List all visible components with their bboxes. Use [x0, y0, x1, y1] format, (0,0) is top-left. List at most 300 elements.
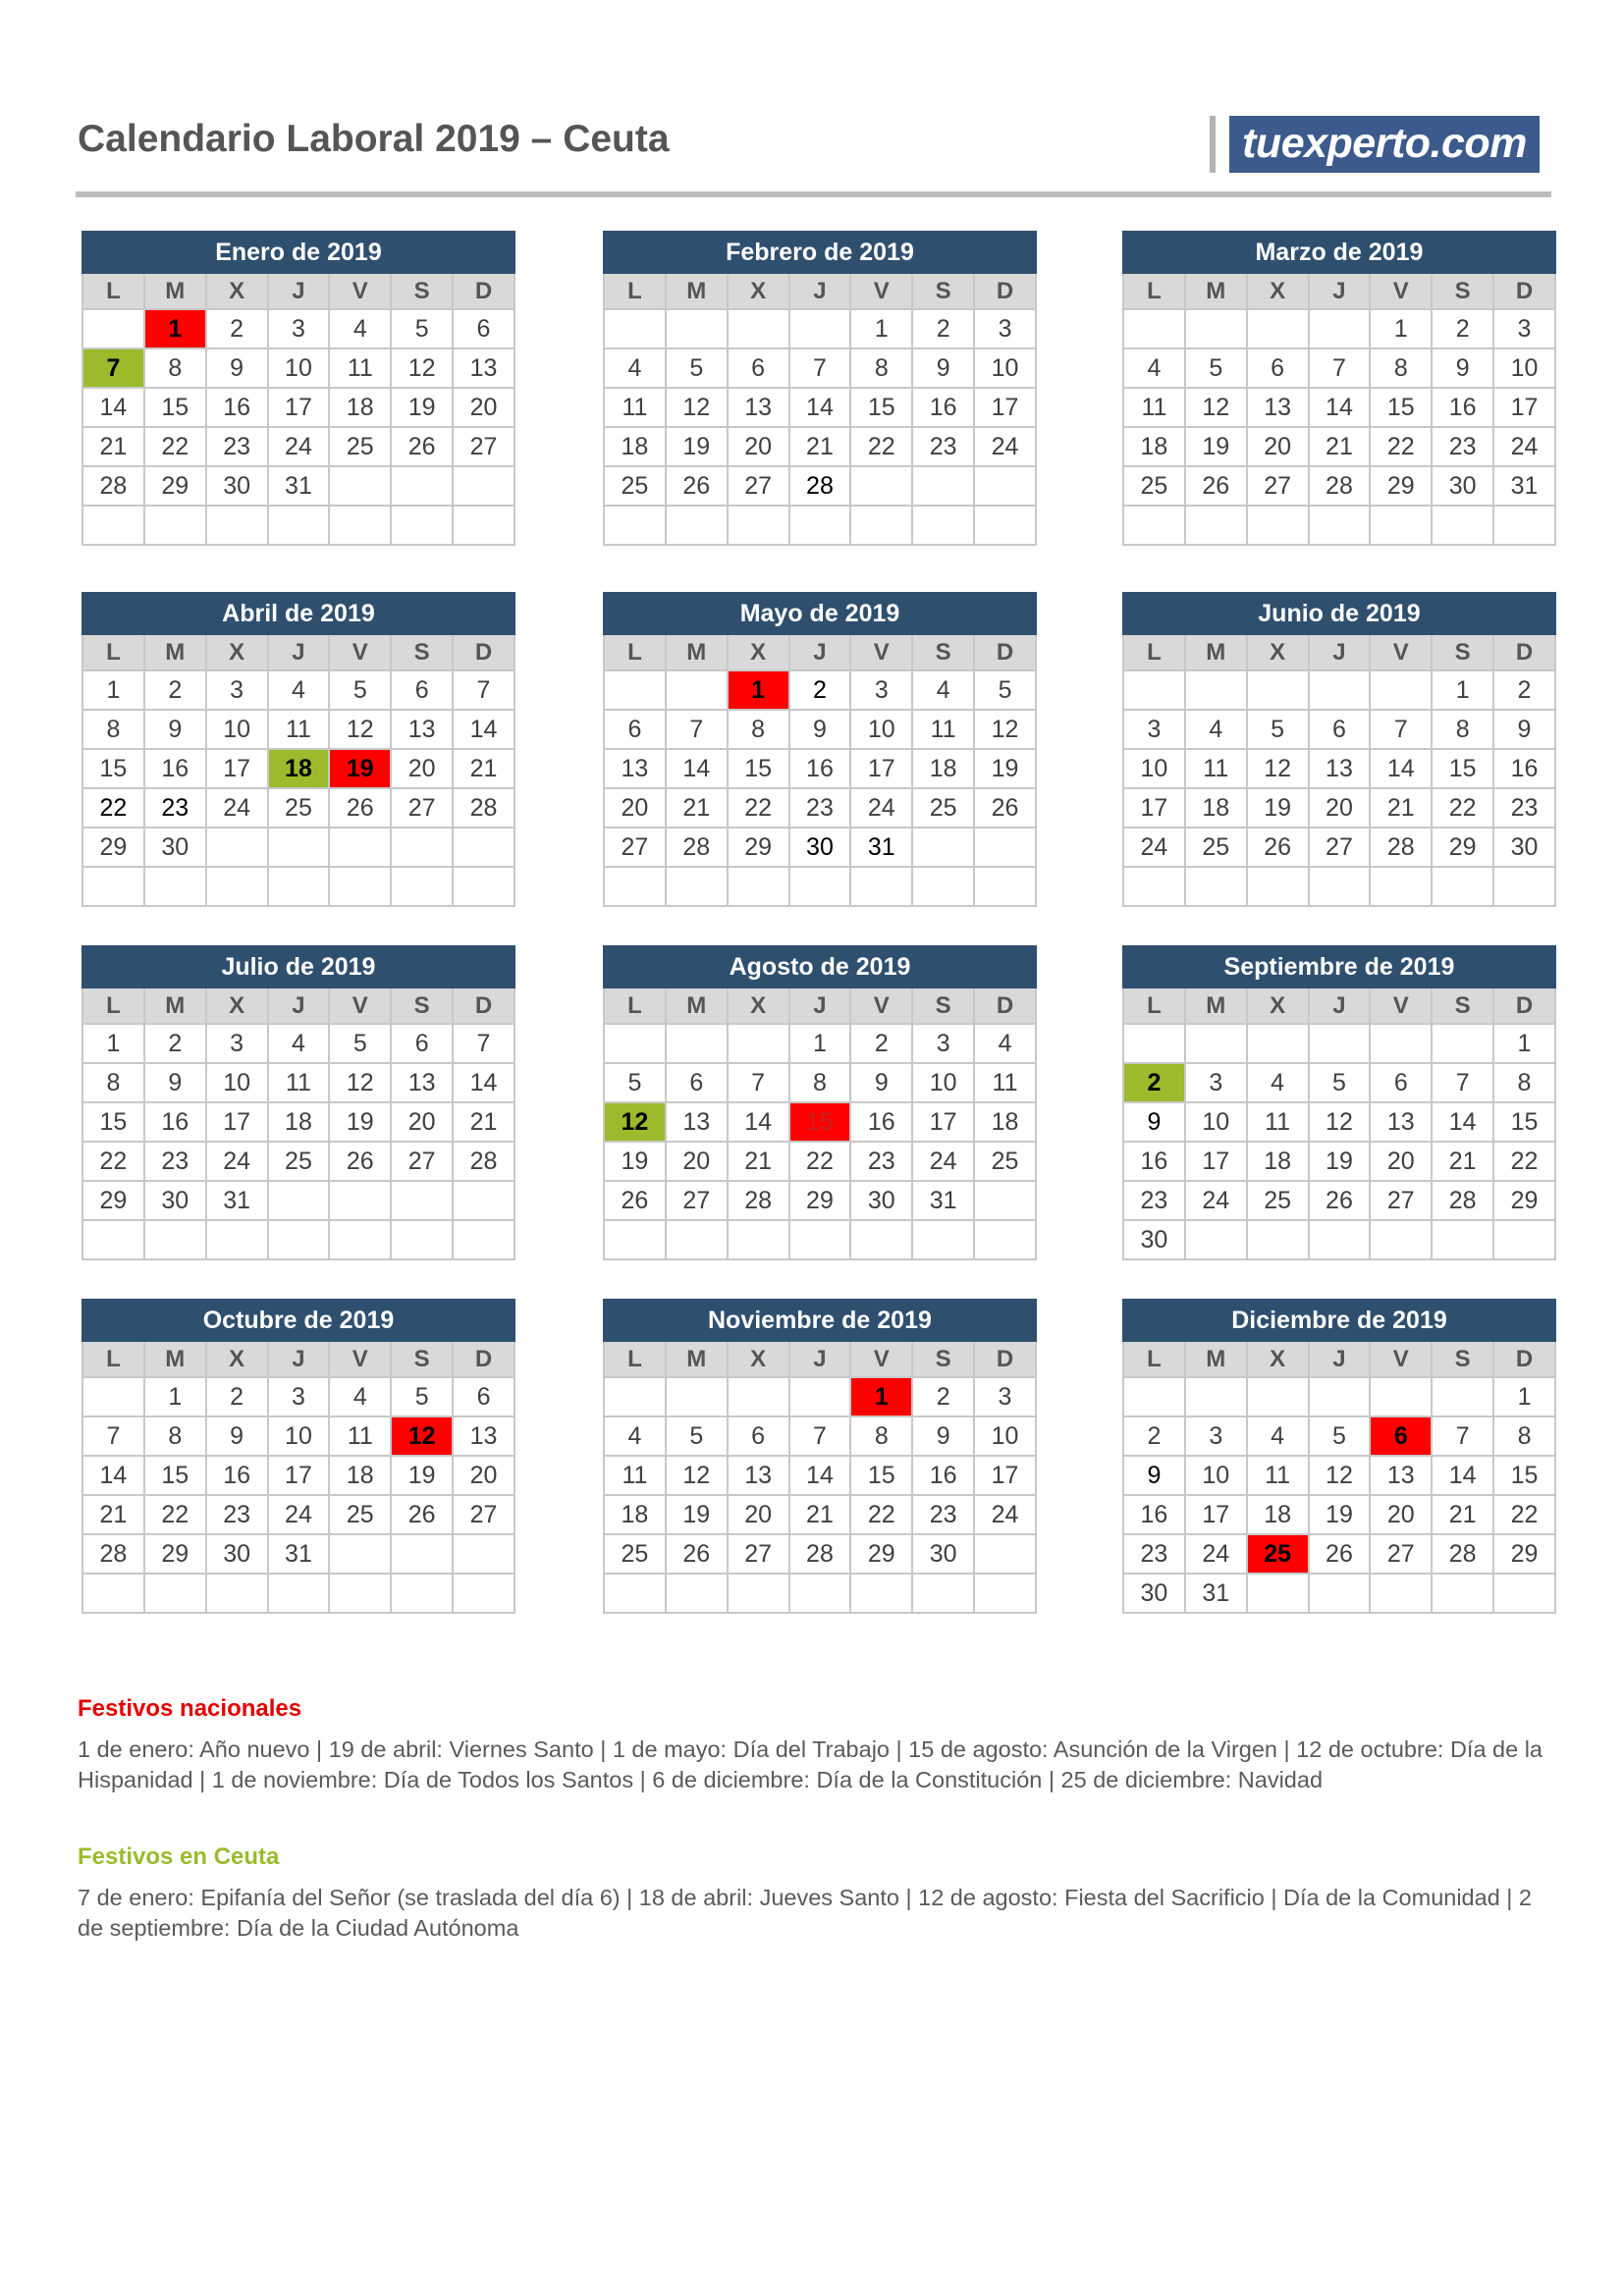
- day-cell: [1123, 670, 1185, 710]
- day-cell: 9: [144, 1063, 206, 1102]
- day-cell: 17: [1185, 1142, 1247, 1181]
- month-calendar: [1122, 231, 1556, 546]
- day-cell: 6: [453, 1377, 514, 1416]
- day-cell: 2: [1493, 670, 1555, 710]
- day-cell: 4: [329, 1377, 391, 1416]
- day-cell: 19: [329, 1102, 391, 1142]
- day-cell: 17: [268, 1456, 330, 1495]
- day-cell: [82, 1574, 144, 1613]
- day-cell: 16: [1123, 1495, 1185, 1534]
- weekday-label: M: [666, 1341, 728, 1377]
- day-cell: 24: [912, 1142, 974, 1181]
- day-cell: [268, 506, 330, 545]
- month-title: Diciembre de 2019: [1123, 1300, 1555, 1341]
- day-cell: 27: [1370, 1181, 1432, 1220]
- day-cell: 27: [1370, 1534, 1432, 1574]
- day-cell: [728, 1024, 789, 1063]
- day-cell: 10: [1493, 348, 1555, 388]
- day-cell: 23: [206, 1495, 268, 1534]
- day-cell: [1185, 1024, 1247, 1063]
- day-cell: 4: [1247, 1416, 1309, 1456]
- day-cell: 11: [329, 1416, 391, 1456]
- day-cell: 13: [1370, 1456, 1432, 1495]
- day-cell: [1370, 867, 1432, 906]
- day-cell: 20: [604, 788, 666, 828]
- day-cell: 10: [912, 1063, 974, 1102]
- day-cell: 10: [1185, 1102, 1247, 1142]
- day-cell: 31: [1185, 1574, 1247, 1613]
- day-cell: 26: [1309, 1181, 1371, 1220]
- day-cell: 18: [604, 427, 666, 466]
- day-cell: [1370, 1024, 1432, 1063]
- day-cell: [1309, 1024, 1371, 1063]
- weekday-label: M: [1185, 988, 1247, 1024]
- day-cell: [1493, 867, 1555, 906]
- weekday-label: L: [82, 634, 144, 670]
- weekday-label: X: [728, 273, 789, 309]
- day-cell: 18: [1123, 427, 1185, 466]
- day-cell: 18: [604, 1495, 666, 1534]
- weekday-label: L: [604, 1341, 666, 1377]
- day-cell: [666, 1024, 728, 1063]
- weekday-label: V: [1370, 1341, 1432, 1377]
- day-cell: [1493, 1220, 1555, 1259]
- local-holidays-heading: Festivos en Ceuta: [78, 1843, 280, 1870]
- day-cell: 20: [453, 1456, 514, 1495]
- day-cell: [604, 1024, 666, 1063]
- day-cell: 8: [1493, 1416, 1555, 1456]
- day-cell: 8: [1432, 710, 1493, 749]
- day-cell: 29: [1370, 466, 1432, 506]
- day-cell: 19: [974, 749, 1036, 788]
- day-cell: 2: [850, 1024, 912, 1063]
- weekday-label: X: [206, 1341, 268, 1377]
- day-cell: 12: [391, 348, 453, 388]
- day-cell: 27: [604, 828, 666, 867]
- day-cell: [329, 506, 391, 545]
- day-cell: 23: [1123, 1181, 1185, 1220]
- day-cell: 26: [1185, 466, 1247, 506]
- day-cell: 11: [1185, 749, 1247, 788]
- day-cell: [1309, 670, 1371, 710]
- day-cell: [974, 828, 1036, 867]
- month-calendar: [603, 592, 1037, 907]
- day-cell: 4: [1123, 348, 1185, 388]
- day-cell: 14: [1370, 749, 1432, 788]
- day-cell: 30: [206, 466, 268, 506]
- day-cell: 4: [329, 309, 391, 348]
- day-cell: 3: [268, 1377, 330, 1416]
- day-cell: 5: [1309, 1416, 1371, 1456]
- day-cell: 3: [206, 1024, 268, 1063]
- day-cell: 7: [789, 348, 851, 388]
- day-cell: 24: [268, 427, 330, 466]
- day-cell: 23: [144, 788, 206, 828]
- day-cell: 17: [974, 1456, 1036, 1495]
- day-cell: 7: [1309, 348, 1371, 388]
- day-cell: 2: [912, 309, 974, 348]
- day-cell: 25: [604, 1534, 666, 1574]
- day-cell: 2: [1123, 1063, 1185, 1102]
- day-cell: 5: [1185, 348, 1247, 388]
- day-cell: [206, 828, 268, 867]
- logo-divider: [1210, 116, 1216, 173]
- day-cell: 2: [912, 1377, 974, 1416]
- day-cell: [268, 1181, 330, 1220]
- day-cell: 25: [268, 1142, 330, 1181]
- day-cell: 14: [789, 388, 851, 427]
- day-cell: 13: [1309, 749, 1371, 788]
- day-cell: 30: [144, 828, 206, 867]
- weekday-label: J: [1309, 634, 1371, 670]
- day-cell: [329, 1574, 391, 1613]
- day-cell: 29: [82, 828, 144, 867]
- day-cell: [1493, 1574, 1555, 1613]
- day-cell: 5: [666, 348, 728, 388]
- weekday-label: S: [912, 273, 974, 309]
- day-cell: 10: [206, 710, 268, 749]
- day-cell: 14: [666, 749, 728, 788]
- day-cell: 6: [1309, 710, 1371, 749]
- weekday-label: J: [268, 634, 330, 670]
- day-cell: 19: [666, 427, 728, 466]
- weekday-label: X: [1247, 988, 1309, 1024]
- weekday-label: M: [1185, 1341, 1247, 1377]
- day-cell: [1370, 506, 1432, 545]
- local-holidays-text: 7 de enero: Epifanía del Señor (se traslada del día 6) | 18 de abril: Jueves Santo | 12 de agosto: Fiesta del Sacrificio | Día de la Comunidad | 2 de septiembre: Día de la Ciudad Autónoma: [78, 1885, 1532, 1941]
- day-cell: 25: [329, 1495, 391, 1534]
- day-cell: 23: [850, 1142, 912, 1181]
- day-cell: 5: [1247, 710, 1309, 749]
- month-title: Junio de 2019: [1123, 593, 1555, 634]
- day-cell: 1: [1493, 1377, 1555, 1416]
- day-cell: 27: [1309, 828, 1371, 867]
- day-cell: 22: [1370, 427, 1432, 466]
- day-cell: [604, 1574, 666, 1613]
- day-cell: 12: [1247, 749, 1309, 788]
- month-title: Septiembre de 2019: [1123, 946, 1555, 988]
- day-cell: 2: [789, 670, 851, 710]
- weekday-label: S: [391, 1341, 453, 1377]
- day-cell: [604, 1377, 666, 1416]
- day-cell: [728, 309, 789, 348]
- day-cell: 19: [604, 1142, 666, 1181]
- month-calendar: [1122, 1299, 1556, 1614]
- day-cell: 23: [912, 427, 974, 466]
- day-cell: 28: [1370, 828, 1432, 867]
- day-cell: [329, 466, 391, 506]
- day-cell: [974, 1181, 1036, 1220]
- day-cell: 2: [206, 1377, 268, 1416]
- day-cell: 8: [82, 1063, 144, 1102]
- day-cell: 14: [82, 1456, 144, 1495]
- day-cell: 25: [974, 1142, 1036, 1181]
- weekday-label: X: [206, 273, 268, 309]
- day-cell: 11: [1247, 1456, 1309, 1495]
- day-cell: [329, 1220, 391, 1259]
- day-cell: 24: [1185, 1181, 1247, 1220]
- day-cell: 10: [974, 1416, 1036, 1456]
- weekday-label: V: [1370, 988, 1432, 1024]
- day-cell: 7: [82, 348, 144, 388]
- day-cell: 6: [453, 309, 514, 348]
- weekday-label: J: [1309, 273, 1371, 309]
- day-cell: 5: [391, 1377, 453, 1416]
- day-cell: 25: [1185, 828, 1247, 867]
- day-cell: 15: [850, 1456, 912, 1495]
- day-cell: 27: [666, 1181, 728, 1220]
- day-cell: 17: [1123, 788, 1185, 828]
- day-cell: 9: [850, 1063, 912, 1102]
- day-cell: 18: [268, 749, 330, 788]
- month-title: Febrero de 2019: [604, 232, 1036, 273]
- day-cell: 21: [1432, 1142, 1493, 1181]
- day-cell: 23: [789, 788, 851, 828]
- day-cell: [144, 506, 206, 545]
- day-cell: 26: [974, 788, 1036, 828]
- day-cell: [206, 867, 268, 906]
- day-cell: [1123, 309, 1185, 348]
- weekday-label: D: [974, 634, 1036, 670]
- day-cell: 10: [268, 348, 330, 388]
- day-cell: 17: [974, 388, 1036, 427]
- weekday-label: X: [1247, 273, 1309, 309]
- day-cell: 16: [912, 1456, 974, 1495]
- day-cell: 1: [1493, 1024, 1555, 1063]
- weekday-label: J: [789, 988, 851, 1024]
- day-cell: 13: [1370, 1102, 1432, 1142]
- day-cell: 9: [912, 1416, 974, 1456]
- day-cell: 29: [82, 1181, 144, 1220]
- day-cell: 12: [666, 388, 728, 427]
- day-cell: 19: [1247, 788, 1309, 828]
- day-cell: 23: [1493, 788, 1555, 828]
- day-cell: [206, 1220, 268, 1259]
- day-cell: 26: [329, 788, 391, 828]
- day-cell: 22: [789, 1142, 851, 1181]
- month-calendar: [603, 945, 1037, 1260]
- day-cell: 30: [1123, 1220, 1185, 1259]
- day-cell: [391, 1574, 453, 1613]
- month-calendar: [1122, 592, 1556, 907]
- day-cell: [329, 1181, 391, 1220]
- day-cell: 11: [329, 348, 391, 388]
- day-cell: 16: [144, 749, 206, 788]
- day-cell: 28: [1432, 1181, 1493, 1220]
- day-cell: 17: [850, 749, 912, 788]
- month-calendar: [81, 231, 515, 546]
- day-cell: 22: [82, 788, 144, 828]
- day-cell: [1123, 867, 1185, 906]
- day-cell: 16: [1432, 388, 1493, 427]
- weekday-label: J: [1309, 988, 1371, 1024]
- day-cell: [1247, 1220, 1309, 1259]
- day-cell: 30: [1123, 1574, 1185, 1613]
- day-cell: 4: [912, 670, 974, 710]
- day-cell: 2: [1432, 309, 1493, 348]
- day-cell: 27: [728, 1534, 789, 1574]
- day-cell: 3: [206, 670, 268, 710]
- month-title: Marzo de 2019: [1123, 232, 1555, 273]
- day-cell: [604, 1220, 666, 1259]
- day-cell: 28: [666, 828, 728, 867]
- day-cell: 29: [850, 1534, 912, 1574]
- day-cell: 19: [1185, 427, 1247, 466]
- day-cell: 25: [1123, 466, 1185, 506]
- day-cell: [666, 867, 728, 906]
- day-cell: 6: [391, 1024, 453, 1063]
- day-cell: 6: [728, 1416, 789, 1456]
- day-cell: [329, 1534, 391, 1574]
- day-cell: 22: [850, 427, 912, 466]
- day-cell: 20: [728, 427, 789, 466]
- day-cell: [1247, 506, 1309, 545]
- day-cell: 13: [604, 749, 666, 788]
- weekday-label: M: [666, 273, 728, 309]
- day-cell: 31: [850, 828, 912, 867]
- day-cell: [144, 1220, 206, 1259]
- weekday-label: L: [1123, 634, 1185, 670]
- day-cell: [1370, 1220, 1432, 1259]
- day-cell: [974, 466, 1036, 506]
- day-cell: 2: [206, 309, 268, 348]
- day-cell: [82, 1377, 144, 1416]
- day-cell: 23: [1432, 427, 1493, 466]
- day-cell: 20: [391, 1102, 453, 1142]
- day-cell: 8: [144, 1416, 206, 1456]
- day-cell: 7: [82, 1416, 144, 1456]
- month-title: Octubre de 2019: [82, 1300, 514, 1341]
- weekday-label: L: [1123, 988, 1185, 1024]
- day-cell: 27: [728, 466, 789, 506]
- day-cell: 27: [453, 427, 514, 466]
- day-cell: [144, 1574, 206, 1613]
- day-cell: 7: [453, 670, 514, 710]
- day-cell: 12: [1185, 388, 1247, 427]
- day-cell: 18: [268, 1102, 330, 1142]
- day-cell: 31: [912, 1181, 974, 1220]
- day-cell: [1432, 867, 1493, 906]
- day-cell: 22: [144, 1495, 206, 1534]
- month-calendar: [603, 231, 1037, 546]
- day-cell: 28: [453, 1142, 514, 1181]
- day-cell: [912, 1220, 974, 1259]
- day-cell: [912, 506, 974, 545]
- day-cell: 1: [1432, 670, 1493, 710]
- day-cell: 28: [728, 1181, 789, 1220]
- day-cell: 22: [850, 1495, 912, 1534]
- day-cell: [453, 867, 514, 906]
- day-cell: [850, 1574, 912, 1613]
- day-cell: 10: [1123, 749, 1185, 788]
- day-cell: 1: [82, 670, 144, 710]
- day-cell: 8: [850, 348, 912, 388]
- day-cell: 3: [974, 309, 1036, 348]
- weekday-label: S: [1432, 273, 1493, 309]
- day-cell: 30: [912, 1534, 974, 1574]
- weekday-label: D: [1493, 1341, 1555, 1377]
- day-cell: 24: [850, 788, 912, 828]
- weekday-label: D: [453, 988, 514, 1024]
- day-cell: 26: [1309, 1534, 1371, 1574]
- day-cell: 15: [144, 388, 206, 427]
- day-cell: 21: [453, 1102, 514, 1142]
- day-cell: 27: [391, 788, 453, 828]
- day-cell: 16: [850, 1102, 912, 1142]
- day-cell: [1123, 506, 1185, 545]
- day-cell: [206, 1574, 268, 1613]
- day-cell: 7: [1432, 1063, 1493, 1102]
- day-cell: 16: [1493, 749, 1555, 788]
- day-cell: 28: [789, 1534, 851, 1574]
- month-title: Julio de 2019: [82, 946, 514, 988]
- day-cell: 24: [1493, 427, 1555, 466]
- day-cell: [974, 1220, 1036, 1259]
- day-cell: 28: [82, 466, 144, 506]
- day-cell: 16: [789, 749, 851, 788]
- day-cell: 9: [1493, 710, 1555, 749]
- weekday-label: M: [1185, 273, 1247, 309]
- weekday-label: M: [144, 634, 206, 670]
- day-cell: 24: [974, 1495, 1036, 1534]
- day-cell: [604, 670, 666, 710]
- day-cell: 15: [1493, 1456, 1555, 1495]
- day-cell: [1309, 309, 1371, 348]
- month-calendar: [81, 592, 515, 907]
- day-cell: [206, 506, 268, 545]
- day-cell: 13: [728, 1456, 789, 1495]
- day-cell: 24: [268, 1495, 330, 1534]
- day-cell: [728, 867, 789, 906]
- weekday-label: J: [789, 634, 851, 670]
- day-cell: 21: [728, 1142, 789, 1181]
- day-cell: 10: [206, 1063, 268, 1102]
- day-cell: 11: [1247, 1102, 1309, 1142]
- day-cell: 18: [1185, 788, 1247, 828]
- day-cell: [789, 867, 851, 906]
- weekday-label: M: [1185, 634, 1247, 670]
- day-cell: [268, 1574, 330, 1613]
- day-cell: 25: [268, 788, 330, 828]
- day-cell: 26: [391, 427, 453, 466]
- national-holidays-heading: Festivos nacionales: [78, 1695, 302, 1722]
- day-cell: 1: [144, 1377, 206, 1416]
- weekday-label: V: [850, 634, 912, 670]
- day-cell: 13: [666, 1102, 728, 1142]
- day-cell: 17: [1185, 1495, 1247, 1534]
- day-cell: 4: [268, 1024, 330, 1063]
- day-cell: 9: [1432, 348, 1493, 388]
- day-cell: 13: [391, 1063, 453, 1102]
- day-cell: [789, 506, 851, 545]
- day-cell: 5: [974, 670, 1036, 710]
- day-cell: 25: [604, 466, 666, 506]
- day-cell: 16: [1123, 1142, 1185, 1181]
- day-cell: 15: [789, 1102, 851, 1142]
- day-cell: 31: [1493, 466, 1555, 506]
- day-cell: 8: [1370, 348, 1432, 388]
- day-cell: 8: [789, 1063, 851, 1102]
- day-cell: [974, 867, 1036, 906]
- day-cell: 1: [850, 1377, 912, 1416]
- day-cell: 1: [728, 670, 789, 710]
- day-cell: [391, 828, 453, 867]
- weekday-label: L: [604, 634, 666, 670]
- month-calendar: [81, 945, 515, 1260]
- day-cell: [728, 1574, 789, 1613]
- day-cell: 16: [206, 388, 268, 427]
- day-cell: 16: [144, 1102, 206, 1142]
